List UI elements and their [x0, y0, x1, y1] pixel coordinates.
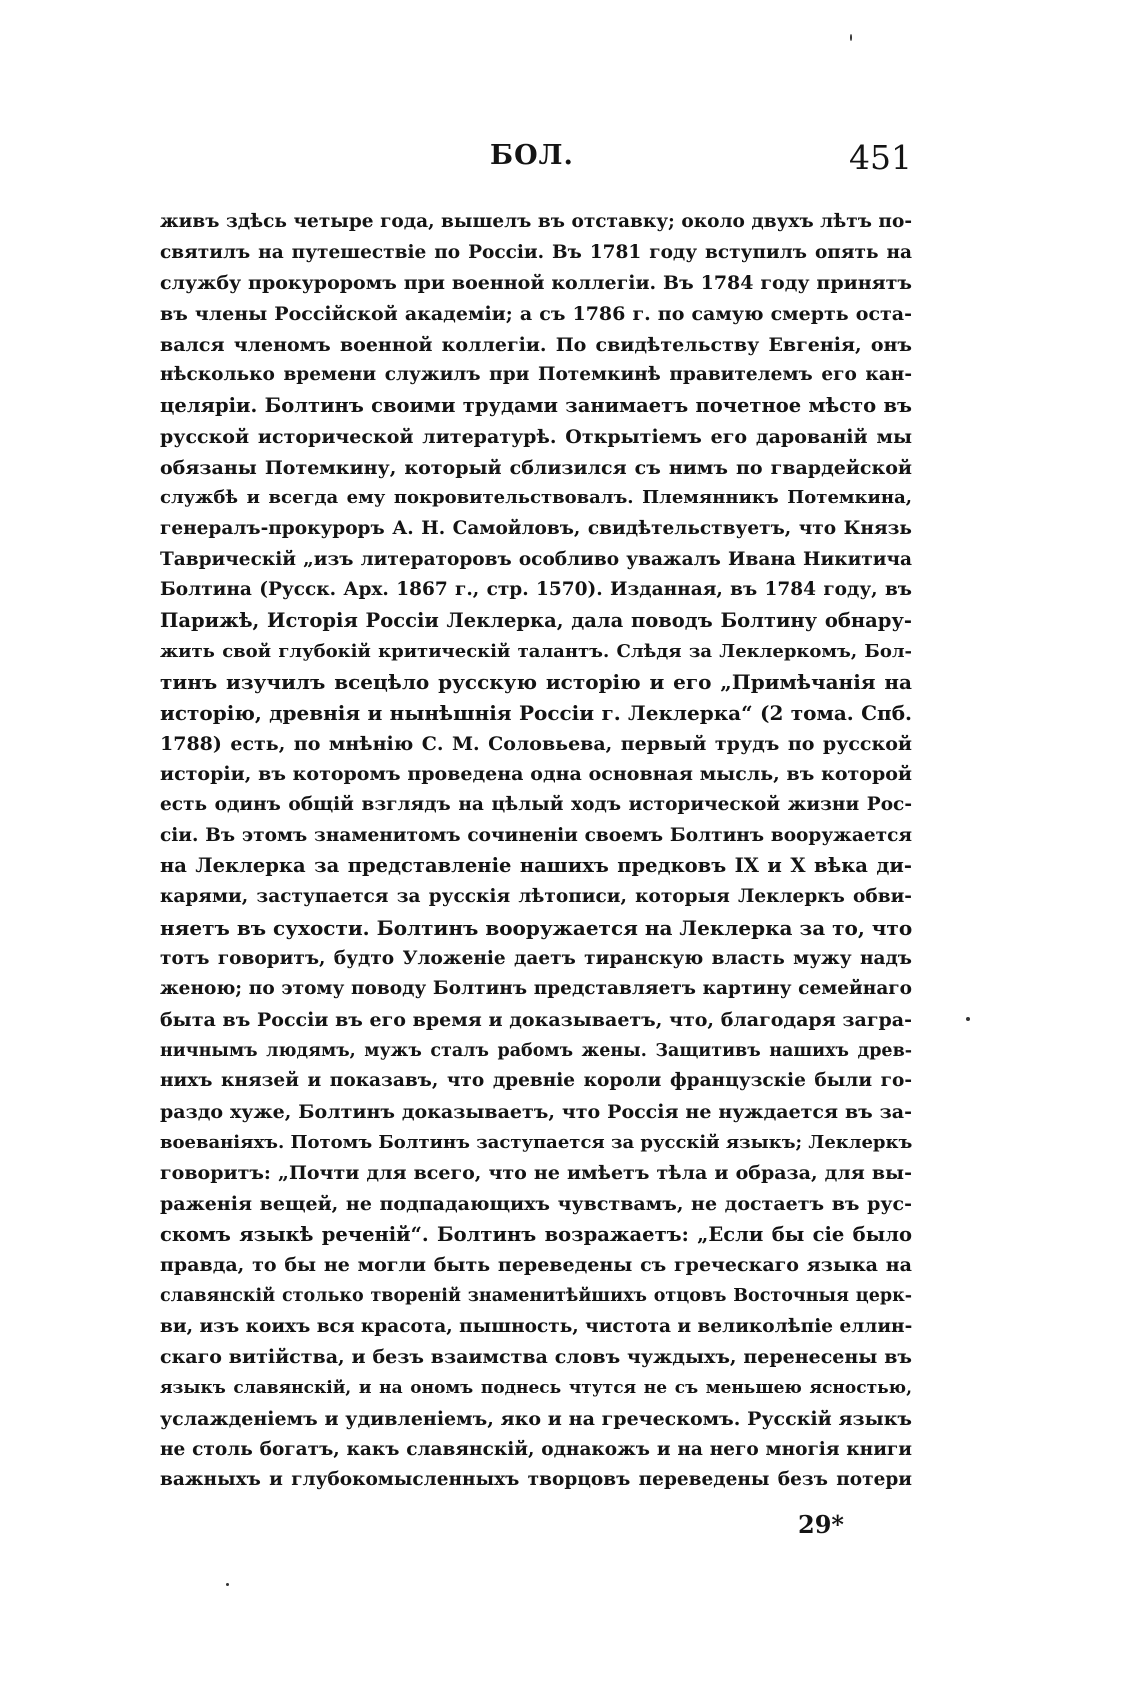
text-line: тотъ говоритъ, будто Уложеніе даетъ тиранскую власть мужу надъ [160, 947, 912, 969]
text-line: языкъ славянскій, и на ономъ поднесь чтутся не съ меньшею ясностью, [160, 1378, 912, 1399]
text-line: на Леклерка за представленіе нашихъ предковъ IX и X вѣка ди- [160, 854, 912, 878]
text-line: быта въ Россіи въ его время и доказываетъ, что, благодаря загра- [160, 1008, 912, 1031]
text-line: русской исторической литературѣ. Открытіемъ его дарованій мы [160, 425, 912, 448]
running-head: БОЛ. [490, 140, 574, 171]
text-line: женою; по этому поводу Болтинъ представляетъ картину семейнаго [160, 978, 912, 1000]
text-line: важныхъ и глубокомысленныхъ творцовъ переведены безъ потери [160, 1469, 912, 1491]
text-line: услажденіемъ и удивленіемъ, яко и на греческомъ. Русскій языкъ [160, 1407, 912, 1430]
text-line: сіи. Въ этомъ знаменитомъ сочиненіи своемъ Болтинъ вооружается [160, 824, 912, 846]
text-line: исторію, древнія и нынѣшнія Россіи г. Леклерка“ (2 тома. Спб. [160, 701, 912, 725]
text-line: обязаны Потемкину, который сблизился съ нимъ по гвардейской [160, 456, 912, 479]
text-line: Парижѣ, Исторія Россіи Леклерка, дала поводъ Болтину обнару- [160, 608, 912, 632]
text-line: тинъ изучилъ всецѣло русскую исторію и его „Примѣчанія на [160, 670, 912, 695]
text-line: въ члены Россійской академіи; а съ 1786 г. по самую смерть оста- [160, 303, 912, 326]
text-line: генералъ-прокуроръ А. Н. Самойловъ, свидѣтельствуетъ, что Князь [160, 517, 912, 539]
text-line: славянскій столько твореній знаменитѣйшихъ отцовъ Восточныя церк- [160, 1286, 912, 1307]
signature-mark: 29* [798, 1510, 844, 1539]
text-line: святилъ на путешествіе по Россіи. Въ 1781 году вступилъ опять на [160, 241, 912, 263]
text-line: няетъ въ сухости. Болтинъ вооружается на Леклерка за то, что [160, 915, 912, 940]
text-line: нѣсколько времени служилъ при Потемкинѣ правителемъ его кан- [160, 364, 912, 386]
text-line: есть одинъ общій взглядъ на цѣлый ходъ исторической жизни Рос- [160, 794, 912, 816]
scan-speck [850, 34, 852, 41]
body-text [160, 207, 912, 1496]
text-line: воеваніяхъ. Потомъ Болтинъ заступается за русскій языкъ; Леклеркъ [160, 1131, 912, 1153]
text-line: не столь богатъ, какъ славянскій, однакожъ и на него многія книги [160, 1438, 912, 1460]
text-line: целяріи. Болтинъ своими трудами занимаетъ почетное мѣсто въ [160, 394, 912, 418]
text-line: нихъ князей и показавъ, что древніе короли французскіе были го- [160, 1070, 912, 1092]
text-line: 1788) есть, по мнѣнію С. М. Соловьева, первый трудъ по русской [160, 732, 912, 755]
text-line: Болтина (Русск. Арх. 1867 г., стр. 1570). Изданная, въ 1784 году, въ [160, 579, 912, 601]
text-line: раздо хуже, Болтинъ доказываетъ, что Россія не нуждается въ за- [160, 1100, 912, 1123]
scan-speck [966, 1017, 970, 1021]
text-line: ви, изъ коихъ вся красота, пышность, чистота и великолѣпіе еллин- [160, 1315, 912, 1337]
text-line: живъ здѣсь четыре года, вышелъ въ отставку; около двухъ лѣтъ по- [160, 211, 912, 232]
text-line: раженія вещей, не подпадающихъ чувствамъ, не достаетъ въ рус- [160, 1193, 912, 1215]
text-line: службу прокуроромъ при военной коллегіи. Въ 1784 году принятъ [160, 272, 912, 295]
text-line: вался членомъ военной коллегіи. По свидѣтельству Евгенія, онъ [160, 333, 912, 356]
text-line: скомъ языкѣ реченій“. Болтинъ возражаетъ: „Если бы сіе было [160, 1222, 912, 1246]
text-line: жить свой глубокій критическій талантъ. Слѣдя за Леклеркомъ, Бол- [160, 640, 912, 662]
text-line: ничнымъ людямъ, мужъ сталъ рабомъ жены. Защитивъ нашихъ древ- [160, 1040, 912, 1061]
text-line: Таврическій „изъ литераторовъ особливо уважалъ Ивана Никитича [160, 548, 912, 570]
page-number: 451 [849, 138, 912, 177]
text-line: карями, заступается за русскія лѣтописи, которыя Леклеркъ обви- [160, 886, 912, 908]
scan-speck [226, 1583, 229, 1586]
text-line: скаго витійства, и безъ взаимства словъ чуждыхъ, перенесены въ [160, 1346, 912, 1369]
text-line: службѣ и всегда ему покровительствовалъ. Племянникъ Потемкина, [160, 487, 912, 509]
text-line: говоритъ: „Почти для всего, что не имѣетъ тѣла и образа, для вы- [160, 1162, 912, 1185]
text-line: правда, то бы не могли быть переведены съ греческаго языка на [160, 1254, 912, 1277]
text-line: исторіи, въ которомъ проведена одна основная мысль, въ которой [160, 763, 912, 786]
